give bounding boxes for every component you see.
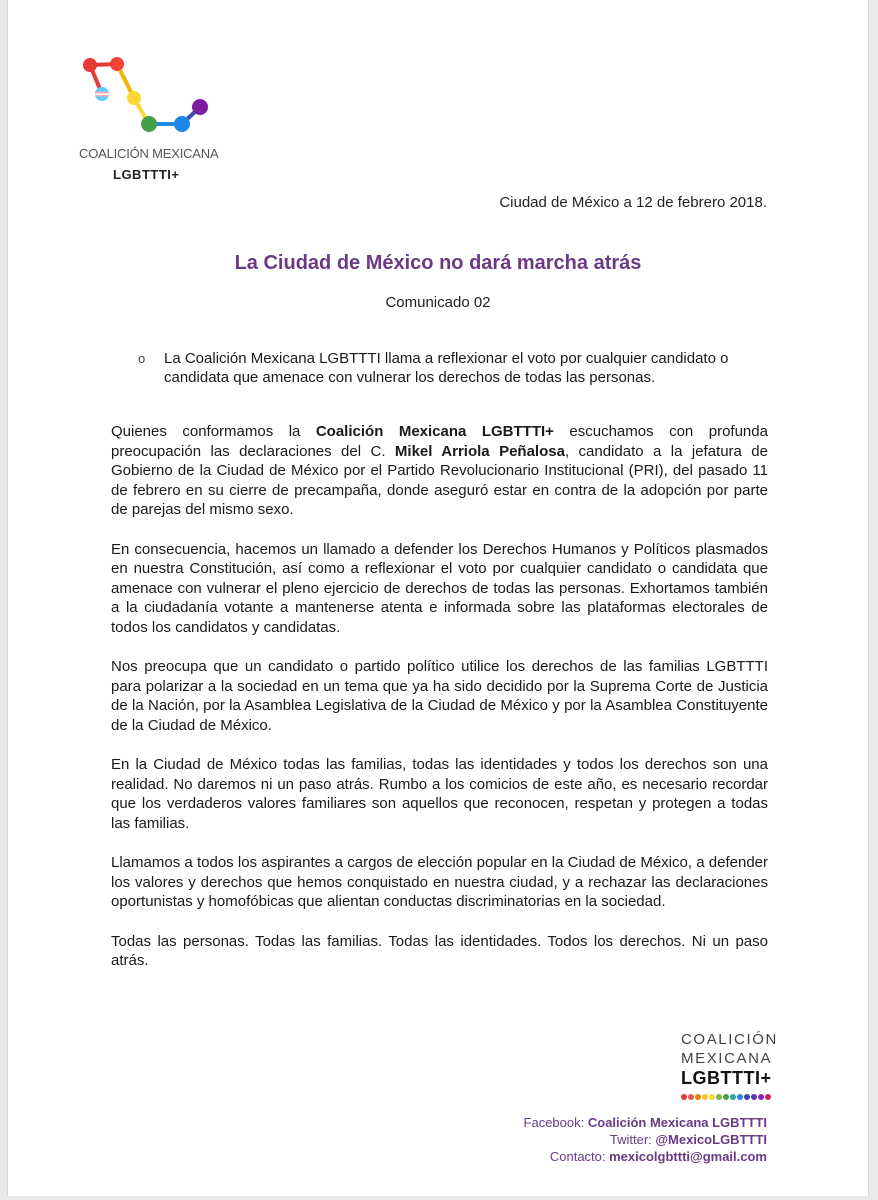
rainbow-molecule-logo-icon [78,54,218,144]
email-link[interactable]: mexicolgbttti@gmail.com [609,1149,767,1164]
document-date: Ciudad de México a 12 de febrero 2018. [499,194,767,211]
paragraph-1: Quienes conformamos la Coalición Mexicana LGBTTTI+ escuchamos con profunda preocupación las declaraciones del C. Mikel Arriola Peñalosa, candidato a la jefatura de Gobierno de la Ciudad de México por el Partido Revolucionario Institucional (PRI), del pasado 11 de febrero en su cierre de precampaña, donde aseguró estar en contra de la adopción por parte de parejas del mismo sexo. [111,423,768,518]
candidate-name-bold: Mikel Arriola Peñalosa [394,442,565,460]
document-body [111,422,768,991]
bullet-marker: o [138,351,146,366]
paragraph-5: Llamamos a todos los aspirantes a cargos de elección popular en la Ciudad de México, a defender los valores y derechos que hemos conquistado en nuestra ciudad, y a rechazar las declaraciones oportunistas y homofóbicas que alientan conductas discriminatorias en la sociedad. [111,854,768,910]
facebook-link[interactable]: Coalición Mexicana LGBTTTI [587,1115,767,1130]
bullet-text: La Coalición Mexicana LGBTTTI llama a reflexionar el voto por cualquier candidato o candidata que amenace con vulnerar los derechos de todas las personas. [164,350,729,386]
paragraph-2: En consecuencia, hacemos un llamado a defender los Derechos Humanos y Políticos plasmados en nuestra Constitución, así como a reflexionar el voto por cualquier candidato o candidata que amenace con vulnerar el pleno ejercicio de derechos de todas las personas. Exhortamos también a la ciudadanía votante a mantenerse atenta e informada sobre las plataformas electorales de todos los candidatos y candidatas. [111,540,768,636]
coalition-name-bold: Coalición Mexicana LGBTTTI+ [315,423,554,440]
email-line: Contacto: mexicolgbttti@gmail.com [549,1149,767,1164]
document-page [7,0,869,1196]
twitter-line: Twitter: @MexicoLGBTTTI [609,1132,767,1147]
document-subtitle: Comunicado 02 [385,294,491,311]
footer-logo-line3: LGBTTTI+ [681,1068,772,1088]
document-title: La Ciudad de México no dará marcha atrás [234,252,642,274]
paragraph-4: En la Ciudad de México todas las familias, todas las identidades y todos los derechos son una realidad. No daremos ni un paso atrás. Rumbo a los comicios de este año, es necesario recordar que los verdaderos valores familiares son aquellos que reconocen, respetan y protegen a todas las familias. [111,756,768,832]
footer-logo [681,1030,781,1100]
paragraph-6: Todas las personas. Todas las familias. Todas las identidades. Todos los derechos. Ni un paso atrás. [111,932,768,969]
twitter-link[interactable]: @MexicoLGBTTTI [655,1132,767,1147]
paragraph-3: Nos preocupa que un candidato o partido político utilice los derechos de las familias LGBTTTI para polarizar a la sociedad en un tema que ya ha sido decidido por la Suprema Corte de Justicia de la Nación, por la Asamblea Legislativa de la Ciudad de México y por la Asamblea Constituyente de la Ciudad de México. [111,658,768,734]
facebook-line: Facebook: Coalición Mexicana LGBTTTI [523,1115,767,1130]
logo-text-name: COALICIÓN MEXICANA [79,146,219,161]
footer-logo-line1: COALICIÓN [681,1031,778,1048]
logo-text-acronym: LGBTTTI+ [113,167,180,182]
coalition-logo [74,50,224,190]
rainbow-dots-icon [681,1094,781,1100]
footer-logo-line2: MEXICANA [681,1050,773,1067]
contact-block [524,1114,767,1165]
